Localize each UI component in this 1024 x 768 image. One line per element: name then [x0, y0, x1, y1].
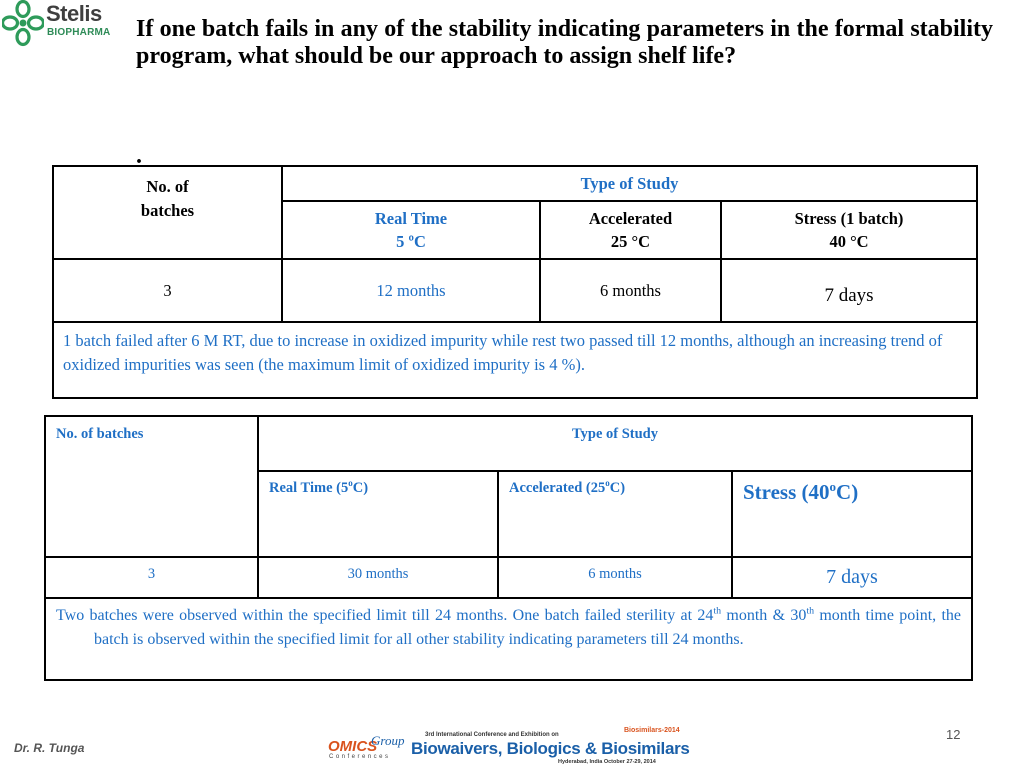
note-part-1: Two batches were observed within the specified limit till 24 months. One batch failed sterility at 24 [56, 607, 714, 624]
row-real-time-cell: 30 months [258, 557, 498, 598]
note-sup-2: th [806, 605, 815, 617]
stability-table-2 [44, 415, 973, 681]
stress-unit: C) [836, 480, 859, 504]
real-time-label: Real Time [374, 209, 448, 228]
row-stress-cell: 7 days [721, 259, 977, 322]
banner-year-tag: Biosimilars-2014 [624, 727, 680, 734]
real-time-degree: o [348, 478, 353, 489]
accelerated-unit: C) [609, 480, 626, 496]
stress-degree: o [829, 479, 837, 494]
row-batches-cell: 3 [45, 557, 258, 598]
banner-group: Group [371, 733, 405, 748]
batches-header-cell: No. of batches [45, 416, 258, 557]
batches-header-cell [53, 166, 282, 259]
type-of-study-header: Type of Study [258, 416, 972, 471]
slide-title: If one batch fails in any of the stability indicating parameters in the formal stability program, what should be our approach to assign shelf life? [136, 16, 993, 69]
type-of-study-header: Type of Study [282, 166, 977, 201]
real-time-temp: 5 ºC [396, 232, 426, 251]
accelerated-label: Accelerated (25 [509, 480, 606, 496]
real-time-header [258, 471, 498, 557]
row-batches-cell: 3 [53, 259, 282, 322]
stability-table-1 [52, 165, 978, 399]
stress-header [732, 471, 972, 557]
real-time-label: Real Time (5 [269, 480, 349, 496]
accelerated-header [540, 201, 721, 259]
banner-conferences: Conferences [329, 754, 391, 760]
note-part-2: month & 30 [721, 607, 807, 624]
note-sup-1: th [713, 605, 722, 617]
stelis-flower-logo-icon [2, 0, 44, 50]
author-footer: Dr. R. Tunga [14, 741, 85, 755]
stelis-logo [2, 0, 112, 52]
table1-note: 1 batch failed after 6 M RT, due to increase in oxidized impurity while rest two passed till 12 months, although an increasing trend of oxidized impurities was seen (the maximum limit of oxidized impurity is 4 %). [53, 322, 977, 398]
row-stress-cell: 7 days [732, 557, 972, 598]
row-accelerated-cell: 6 months [498, 557, 732, 598]
stress-label: Stress (40 [743, 480, 830, 504]
page-number: 12 [946, 727, 961, 742]
note-part-3: month time point, the batch is observed within the specified limit for all other stability indicating parameters till 24 months. [94, 607, 962, 648]
stress-header [721, 201, 977, 259]
table-row [53, 259, 977, 322]
real-time-unit: C) [352, 480, 369, 496]
real-time-header [282, 201, 540, 259]
conference-banner [328, 727, 714, 768]
banner-location: Hyderabad, India October 27-29, 2014 [558, 759, 656, 765]
batches-header-line2: batches [140, 201, 195, 220]
banner-main-title: Biowaivers, Biologics & Biosimilars [411, 739, 690, 758]
batches-header-line1: No. of [146, 177, 189, 196]
stress-label: Stress (1 batch) [794, 209, 904, 228]
accelerated-degree: o [605, 478, 610, 489]
accelerated-temp: 25 °C [610, 232, 651, 251]
bullet-point: . [136, 143, 142, 169]
table2-note [45, 598, 972, 680]
row-real-time-cell: 12 months [282, 259, 540, 322]
logo-name: Stelis [46, 1, 102, 26]
table-row [45, 557, 972, 598]
accelerated-label: Accelerated [588, 209, 673, 228]
accelerated-header [498, 471, 732, 557]
row-accelerated-cell: 6 months [540, 259, 721, 322]
banner-top-line: 3rd International Conference and Exhibition on [425, 732, 559, 738]
banner-omics: OMICS [328, 738, 378, 755]
stress-temp: 40 °C [829, 232, 869, 251]
logo-subtitle: BIOPHARMA [47, 27, 111, 38]
